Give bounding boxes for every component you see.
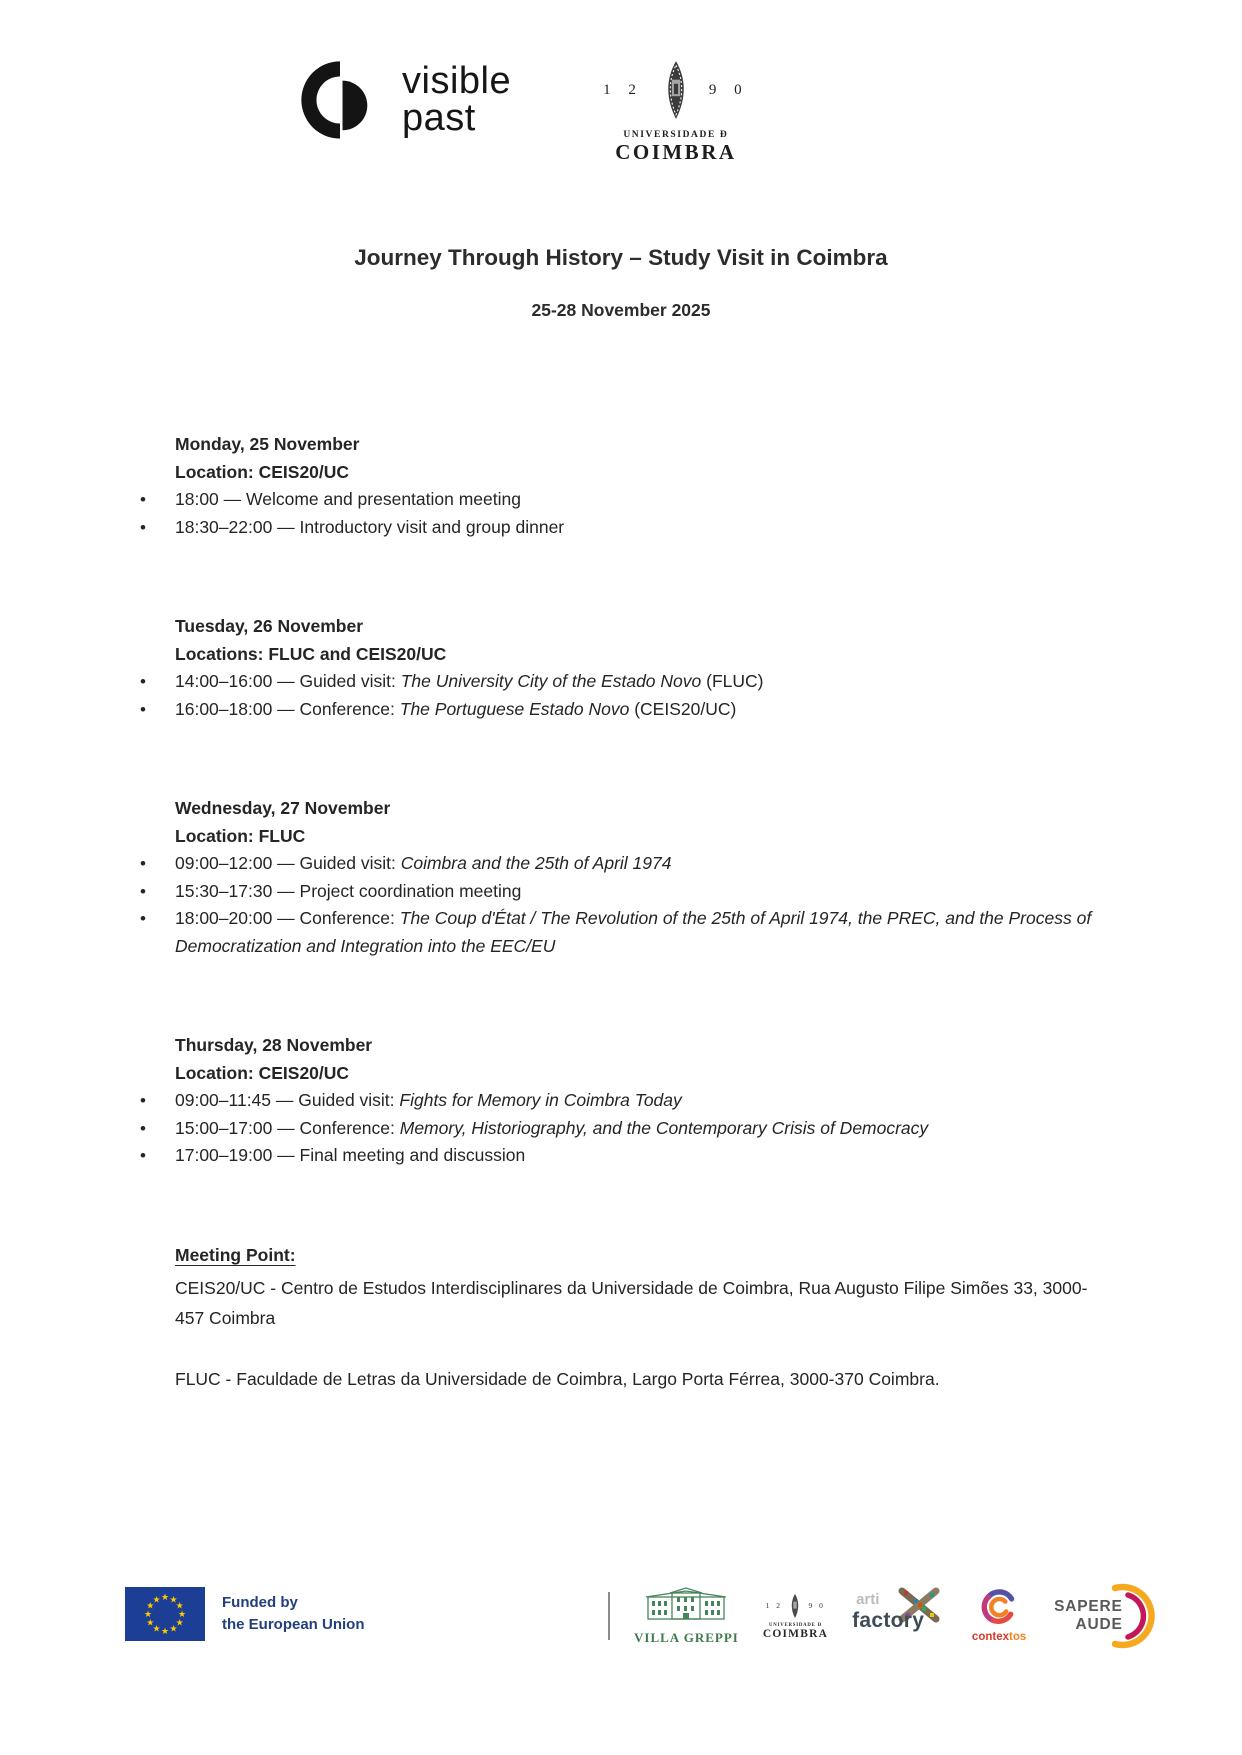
event-item (175, 696, 1132, 724)
event-text: 09:00–11:45 — Guided visit: (175, 1090, 400, 1110)
event-title: The University City of the Estado Novo (400, 671, 702, 691)
coimbra-logo (603, 59, 749, 165)
page-subtitle: 25-28 November 2025 (531, 300, 711, 320)
day-location: Location: CEIS20/UC (175, 1062, 350, 1083)
event-title: Memory, Historiography, and the Contemporary Crisis of Democracy (399, 1117, 929, 1138)
event-text: 15:30–17:30 — Project coordination meeting (175, 880, 522, 901)
meeting-point-ceis20-address: CEIS20/UC - Centro de Estudos Interdisciplinares da Universidade de Coimbra, Rua Augusto Filipe Simões 33, 3000-457 Coimbra (175, 1278, 1088, 1328)
footer (0, 1575, 1242, 1695)
day-events (175, 1087, 1132, 1170)
page-title: Journey Through History – Study Visit in Coimbra (354, 245, 888, 270)
header-logos (0, 0, 1242, 175)
villa-greppi-label: VILLA GREPPI (634, 1629, 739, 1645)
event-text: 14:00–16:00 — Guided visit: (175, 671, 401, 691)
sapere-aude-line2: AUDE (1075, 1616, 1123, 1633)
visible-past-mark-icon (298, 55, 382, 145)
event-item (175, 486, 1132, 514)
event-item (175, 514, 1132, 542)
event-item (175, 905, 1132, 960)
partner-logos (608, 1581, 1163, 1651)
eu-funding-label (222, 1592, 365, 1636)
coimbra-footer-logo (763, 1593, 828, 1640)
coimbra-footer-year (763, 1593, 828, 1619)
coimbra-footer-universidade-label: UNIVERSIDADE Ð (769, 1622, 822, 1628)
contextos-mark-icon (981, 1589, 1017, 1625)
coimbra-footer-wordmark: COIMBRA (762, 1627, 829, 1640)
contextos-label-part1: contex (971, 1631, 1009, 1643)
villa-greppi-logo (634, 1587, 739, 1646)
day-section (175, 795, 1132, 960)
svg-text:★: ★ (177, 1610, 187, 1620)
day-location: Location: FLUC (175, 825, 306, 846)
event-text: (FLUC) (701, 671, 764, 691)
svg-text:★: ★ (146, 1601, 155, 1612)
event-item (175, 668, 1132, 696)
day-section (175, 1032, 1132, 1170)
event-title: Fights for Memory in Coimbra Today (399, 1090, 682, 1110)
event-text: (CEIS20/UC) (629, 698, 737, 719)
svg-text:★: ★ (175, 1601, 184, 1612)
svg-text:★: ★ (143, 1610, 153, 1620)
event-text: 18:00 — Welcome and presentation meeting (175, 489, 521, 509)
visible-past-line1: visible (402, 59, 512, 102)
contextos-label (968, 1631, 1030, 1643)
svg-text:★: ★ (152, 1595, 161, 1606)
day-heading: Wednesday, 27 November (175, 798, 391, 818)
artifactory-factory-label: factory (852, 1609, 925, 1632)
coimbra-wordmark: COIMBRA (615, 140, 737, 164)
day-section (175, 431, 1132, 541)
day-heading: Tuesday, 26 November (175, 616, 364, 636)
sapere-aude-label (1054, 1598, 1123, 1634)
visible-past-wordmark (402, 59, 512, 139)
artifactory-logo (852, 1589, 944, 1643)
coimbra-digits-right: 9 0 (708, 81, 749, 98)
coimbra-footer-digits-right: 9 0 (808, 1601, 826, 1610)
event-text: 18:30–22:00 — Introductory visit and group dinner (175, 516, 565, 537)
event-text: 09:00–12:00 — Guided visit: (175, 853, 401, 873)
coimbra-footer-seal-icon (786, 1593, 804, 1619)
event-item (175, 878, 1132, 906)
meeting-point-fluc-address: FLUC - Faculdade de Letras da Universidade de Coimbra, Largo Porta Férrea, 3000-370 Coimbra. (175, 1369, 940, 1389)
visible-past-line2: past (402, 97, 476, 139)
day-heading: Thursday, 28 November (175, 1035, 373, 1055)
day-events (175, 850, 1132, 960)
coimbra-founding-year (603, 59, 749, 121)
eu-funding-block (125, 1587, 365, 1641)
coimbra-digits-left: 1 2 (603, 81, 643, 98)
event-title: The Portuguese Estado Novo (399, 698, 630, 719)
event-item (175, 1087, 1132, 1115)
day-location: Locations: FLUC and CEIS20/UC (175, 643, 447, 664)
artifactory-arti-label: arti (856, 1591, 880, 1608)
day-events (175, 668, 1132, 723)
svg-text:★: ★ (146, 1618, 155, 1629)
day-heading: Monday, 25 November (175, 434, 360, 454)
event-text: 18:00–20:00 — Conference: (175, 908, 400, 928)
meeting-point-heading: Meeting Point: (175, 1244, 296, 1265)
svg-text:★: ★ (160, 1593, 170, 1603)
event-item (175, 850, 1132, 878)
event-text: 16:00–18:00 — Conference: (175, 698, 400, 719)
eu-funding-line2: the European Union (222, 1616, 365, 1633)
visible-past-logo (298, 55, 511, 145)
svg-text:★: ★ (152, 1624, 161, 1635)
svg-text:★: ★ (160, 1627, 170, 1637)
svg-text:★: ★ (175, 1618, 184, 1629)
eu-funding-line1: Funded by (222, 1594, 298, 1612)
villa-greppi-building-icon (640, 1587, 732, 1623)
event-title: Coimbra and the 25th of April 1974 (400, 853, 672, 873)
day-section (175, 613, 1132, 723)
sapere-aude-line1: SAPERE (1054, 1598, 1123, 1616)
event-title: The Coup d'État / The Revolution of the 25th of April 1974, the PREC, and the Process of Democratization and Integration into the EEC/EU (175, 908, 1092, 956)
day-events (175, 486, 1132, 541)
svg-text:★: ★ (169, 1595, 178, 1606)
sapere-aude-logo (1054, 1581, 1163, 1651)
event-item (175, 1142, 1132, 1170)
coimbra-footer-digits-left: 1 2 (765, 1601, 783, 1610)
event-item (175, 1115, 1132, 1143)
meeting-point (0, 1242, 1242, 1395)
event-text: 15:00–17:00 — Conference: (175, 1117, 400, 1138)
schedule (0, 431, 1242, 1170)
svg-text:★: ★ (169, 1624, 178, 1635)
footer-divider (608, 1592, 610, 1640)
contextos-logo (968, 1589, 1030, 1643)
event-text: 17:00–19:00 — Final meeting and discussion (175, 1145, 526, 1165)
day-location: Location: CEIS20/UC (175, 461, 350, 482)
eu-flag-icon (125, 1587, 205, 1641)
coimbra-seal-icon (655, 59, 697, 121)
coimbra-universidade-label: UNIVERSIDADE Ð (623, 130, 729, 140)
contextos-label-part2: tos (1009, 1631, 1027, 1643)
